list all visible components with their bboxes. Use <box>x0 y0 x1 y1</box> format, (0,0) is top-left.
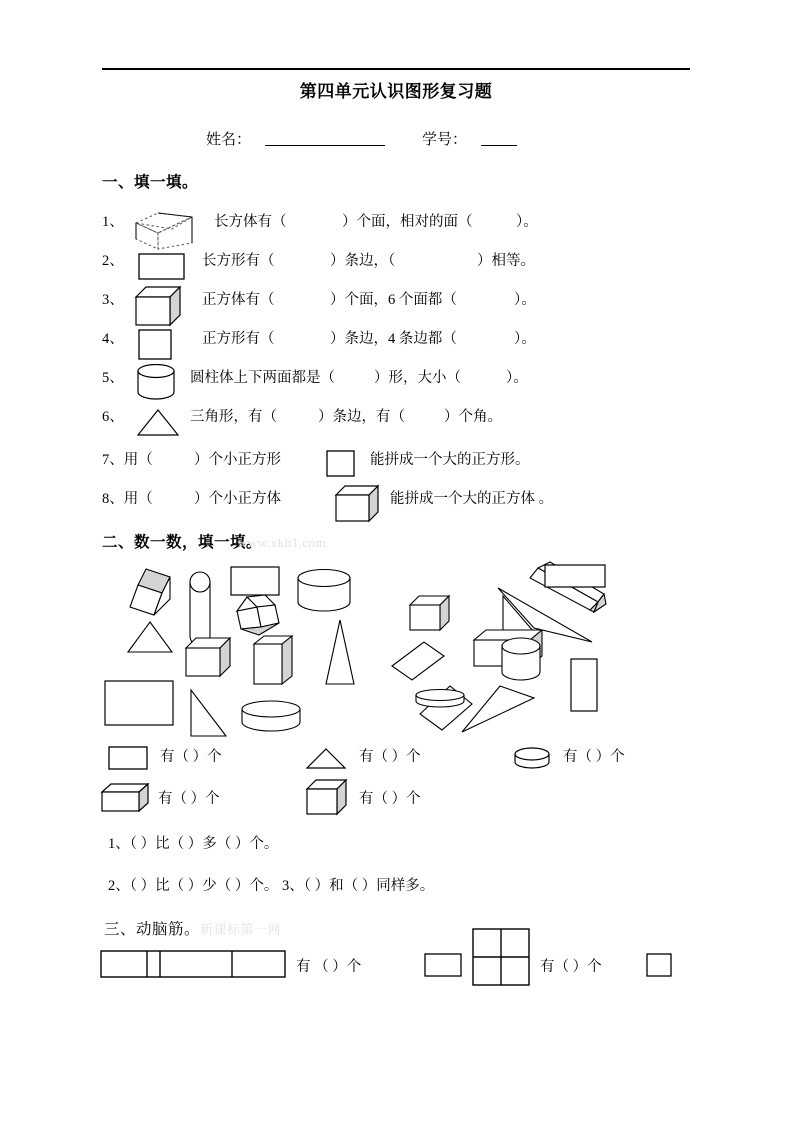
question-text-3: ）。 <box>506 370 528 386</box>
question-text-3: ）。 <box>514 292 536 308</box>
question-text-2: ）条边，4 条边都（ <box>330 331 457 347</box>
cube-shape <box>408 594 452 634</box>
question-text: 三角形，有（ <box>190 409 277 425</box>
triangle-shape <box>126 620 174 654</box>
question-row-1 <box>102 205 702 239</box>
question-text-3: ）。 <box>516 214 538 230</box>
question-row-4 <box>102 322 702 356</box>
rectangle-shape <box>544 564 606 588</box>
question-row-3 <box>102 283 702 317</box>
question-row-6 <box>102 400 702 434</box>
count-label: 有（ ）个 <box>563 749 625 765</box>
section-1-heading: 一、填一填。 <box>102 174 199 191</box>
question-text-2: 能拼成一个大的正方体 。 <box>390 491 554 507</box>
student-id-input-blank[interactable] <box>481 145 517 146</box>
rectangle-shape <box>104 680 174 726</box>
cube-icon <box>305 778 349 827</box>
cylinder-flat-shape <box>240 700 302 734</box>
question-text-3: ）个角。 <box>444 409 502 425</box>
rectangle-unit-icon <box>424 953 462 977</box>
question-text: 正方体有（ <box>202 292 275 308</box>
cuboid-tilted-shape <box>128 567 186 623</box>
question-text-2: 能拼成一个大的正方形。 <box>370 452 530 468</box>
count-label: 有（ ）个 <box>160 749 222 765</box>
question-number: 4、 <box>102 331 124 347</box>
question-number: 6、 <box>102 409 124 425</box>
student-id-label: 学号： <box>422 132 468 148</box>
two-by-two-grid-figure <box>472 928 530 986</box>
cuboid-tilted-shape <box>235 593 285 639</box>
page-title: 第四单元认识图形复习题 <box>299 82 493 101</box>
triangle-narrow-shape <box>324 618 358 686</box>
question-text: 长方形有（ <box>202 253 275 269</box>
cube-icon <box>334 483 380 536</box>
question-number: 8、用（ <box>102 491 153 507</box>
question-row-2 <box>102 244 702 278</box>
count-label: 有（ ）个 <box>359 791 421 807</box>
triangle-obtuse-shape <box>460 684 536 736</box>
triangle-icon <box>305 747 347 778</box>
question-number: 2、 <box>102 253 124 269</box>
question-text-2: ）个面，相对的面（ <box>342 214 473 230</box>
rectangle-icon <box>108 746 148 779</box>
section-3-question-2-text: 有（ ）个 <box>540 959 602 975</box>
question-number: 5、 <box>102 370 124 386</box>
question-text-2: ）形，大小（ <box>374 370 461 386</box>
rectangle-shape <box>230 566 280 596</box>
question-text-2: ）条边，（ <box>330 253 396 269</box>
question-number: 3、 <box>102 292 124 308</box>
question-text-2: ）个面，6 个面都（ <box>330 292 457 308</box>
section-3-heading: 三、动脑筋。 <box>104 921 201 938</box>
right-triangle-shape <box>188 688 228 738</box>
rectangle-tilted-shape <box>390 640 446 682</box>
question-row-8 <box>102 482 702 516</box>
count-label: 有（ ）个 <box>158 791 220 807</box>
cuboid-upright-shape <box>252 634 296 688</box>
question-text-3: ）。 <box>514 331 536 347</box>
question-text: ）个小正方体 <box>194 491 281 507</box>
question-text: 正方形有（ <box>202 331 275 347</box>
question-text: 长方体有（ <box>214 214 287 230</box>
student-info-row <box>102 128 690 152</box>
shape-counting-field <box>100 558 700 738</box>
square-unit-icon <box>646 953 672 977</box>
cylinder-flat-shape <box>414 688 466 710</box>
name-input-blank[interactable] <box>265 145 385 146</box>
header-rule <box>102 68 690 70</box>
question-number: 7、用（ <box>102 452 153 468</box>
name-label: 姓名： <box>206 132 252 148</box>
question-text: 圆柱体上下两面都是（ <box>190 370 335 386</box>
triangle-obtuse-shape <box>496 586 596 648</box>
rectangle-vertical-shape <box>570 658 598 712</box>
cylinder-shape <box>296 568 352 616</box>
question-row-7 <box>102 443 702 477</box>
compare-row-2: 2、（ ）比（ ）少（ ）个。 3、（ ）和（ ）同样多。 <box>108 878 435 894</box>
question-row-5 <box>102 361 702 395</box>
question-number: 1、 <box>102 214 124 230</box>
cube-shape <box>184 636 234 680</box>
section-3-question-1-text: 有 （ ）个 <box>296 959 362 975</box>
watermark-section-3: 新课标第一网 <box>200 922 282 937</box>
watermark-section-2: www.xkb1.com <box>238 535 327 550</box>
section-2-heading: 二、数一数，填一填。 <box>102 534 263 551</box>
cylinder-icon <box>513 746 551 779</box>
compare-row-1: 1、（ ）比（ ）多（ ）个。 <box>108 836 279 852</box>
question-text-2: ）条边，有（ <box>318 409 405 425</box>
segmented-bar-figure <box>100 950 286 978</box>
question-text: ）个小正方形 <box>194 452 281 468</box>
cuboid-icon <box>100 782 150 823</box>
count-label: 有（ ）个 <box>359 749 421 765</box>
question-text-3: ）相等。 <box>477 253 535 269</box>
